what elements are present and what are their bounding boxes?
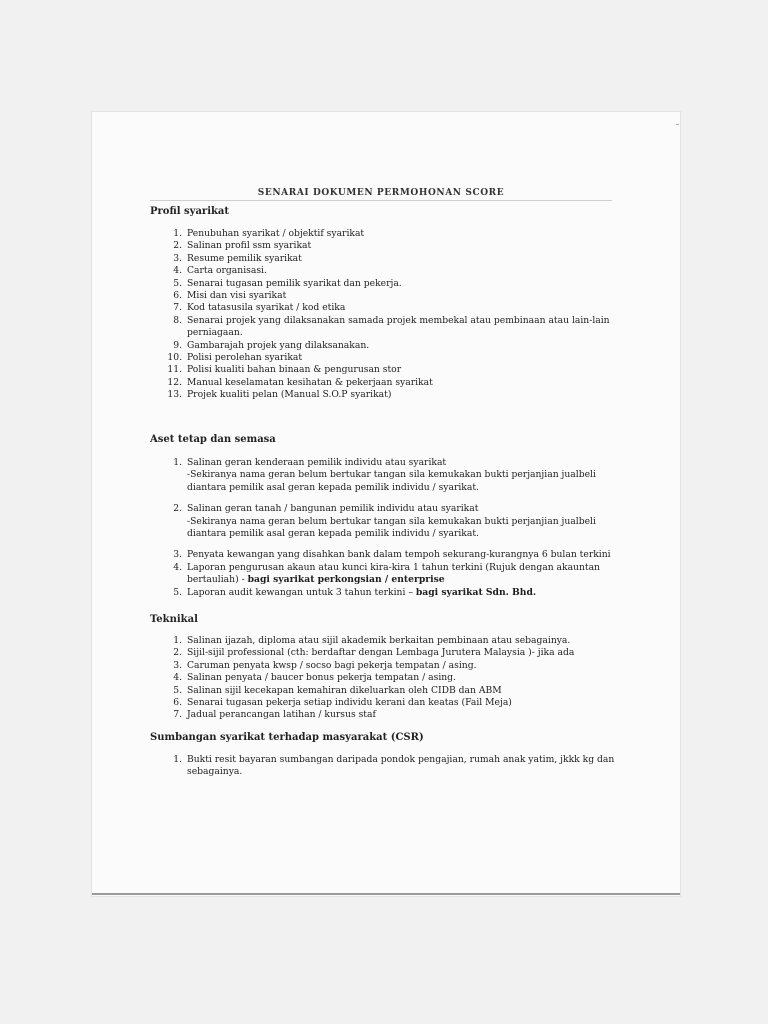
list-item-number: 1. [173,635,182,646]
list-item [150,672,620,684]
list-item-number: 5. [173,684,182,696]
list-item-text-regular: Salinan profil ssm syarikat [187,240,312,252]
list-item-number: 5. [173,586,182,598]
list-item-text-regular: Penubuhan syarikat / objektif syarikat [187,228,365,239]
list-item [150,364,620,376]
list-item-text [187,278,620,290]
list-item-number: 4. [173,672,182,684]
list-item-number: 6. [173,290,182,302]
list-item-number: 1. [173,457,182,468]
list-item-text [187,647,620,659]
list-item [150,549,620,561]
list-item-text-regular: Resume pemilik syarikat [187,252,302,264]
list-item-number: 4. [173,561,182,573]
list-spacer [150,540,620,549]
list-item-text-regular: Salinan ijazah, diploma atau sijil akademik berkaitan pembinaan atau sebagainya. [187,635,571,646]
paper-bottom-edge [92,893,680,895]
list-item [150,302,620,314]
list-item-text [187,685,620,697]
list-item-number: 12. [167,376,182,388]
list-item-text [187,364,620,376]
scan-mark [676,124,679,125]
list-item [150,660,620,672]
list-item-text [187,315,620,340]
section-heading-aset: Aset tetap dan semasa [150,434,276,445]
list-item-text-regular: Caruman penyata kwsp / socso bagi pekerja tempatan / asing. [187,659,477,671]
list-item-number: 3. [173,659,182,671]
list-item-number: 3. [173,549,182,561]
list-item-number: 1. [173,228,182,239]
list-item-number: 4. [173,265,182,277]
list-item-text [187,457,620,494]
list-item-text-regular: Polisi perolehan syarikat [187,352,303,364]
list-item-number: 2. [173,647,182,659]
list-item-text-regular: Laporan pengurusan akaun atau kunci kira-kira 1 tahun terkini (Rujuk dengan akauntan bertauliah) - [187,561,600,586]
list-item [150,315,620,340]
list-item-text-bold: bagi syarikat Sdn. Bhd. [415,586,537,598]
list-item-number: 2. [173,240,182,252]
list-item [150,697,620,709]
section-heading-profil: Profil syarikat [150,206,230,217]
list-item-number: 13. [167,389,182,401]
section-heading-csr: Sumbangan syarikat terhadap masyarakat (CSR) [150,732,424,743]
list-item-text-regular: Senarai tugasan pekerja setiap individu kerani dan keatas (Fail Meja) [187,697,512,709]
list-item [150,709,620,721]
list-item-text-regular: Misi dan visi syarikat [187,290,287,302]
list-item [150,340,620,352]
list-item-text-regular: Carta organisasi. [187,265,267,277]
document-title: SENARAI DOKUMEN PERMOHONAN SCORE [257,188,505,198]
list-item-number: 5. [173,277,182,289]
list-item-text [187,290,620,302]
list-item [150,240,620,252]
list-item [150,685,620,697]
list-item [150,754,620,779]
list-item-text [187,253,620,265]
list-item-number: 11. [167,364,182,376]
list-item-text [187,754,620,779]
list-item [150,352,620,364]
section-heading-teknikal: Teknikal [150,614,198,625]
list-item-text [187,660,620,672]
list-csr [150,754,620,779]
list-item-text-regular: Salinan geran tanah / bangunan pemilik individu atau syarikat -Sekiranya nama geran belum bertukar tangan sila kemukakan bukti perjanjian jualbeli diantara pemilik asal geran kepada pemilik individu / syarikat. [187,503,596,540]
list-item-number: 10. [167,352,182,364]
list-item-number: 6. [173,697,182,709]
list-item-text [187,352,620,364]
list-item-text-regular: Kod tatasusila syarikat / kod etika [187,302,346,314]
list-item-text-regular: Gambarajah projek yang dilaksanakan. [187,339,370,351]
list-item-text-regular: Bukti resit bayaran sumbangan daripada pondok pengajian, rumah anak yatim, jkkk kg dan sebagainya. [187,754,615,778]
list-item-text-regular: Salinan sijil kecekapan kemahiran dikeluarkan oleh CIDB dan ABM [187,684,502,696]
list-item-text-regular: Sijil-sijil professional (cth: berdaftar dengan Lembaga Jurutera Malaysia )- jika ada [187,647,575,659]
list-item [150,228,620,240]
list-item-number: 9. [173,339,182,351]
list-item-text [187,503,620,540]
list-item-number: 7. [173,709,182,721]
list-item-text-regular: Senarai tugasan pemilik syarikat dan pekerja. [187,277,402,289]
list-item-text [187,265,620,277]
list-item-number: 8. [173,314,182,326]
title-underline [150,200,612,201]
list-item [150,647,620,659]
list-item-text [187,377,620,389]
list-item [150,635,620,647]
list-item [150,278,620,290]
list-item-text [187,672,620,684]
list-item-text [187,228,620,240]
list-item [150,503,620,540]
list-item-text-bold: bagi syarikat perkongsian / enterprise [247,574,445,586]
list-item [150,265,620,277]
list-item [150,389,620,401]
list-item-text-regular: Laporan audit kewangan untuk 3 tahun terkini – [187,586,416,598]
list-spacer [150,494,620,503]
list-item-number: 1. [173,754,182,765]
list-item-text-regular: Salinan geran kenderaan pemilik individu atau syarikat -Sekiranya nama geran belum bertukar tangan sila kemukakan bukti perjanjian jualbeli diantara pemilik asal geran kepada pemilik individu / syarikat. [187,457,596,493]
list-item-text [187,635,620,647]
list-item-text-regular: Senarai projek yang dilaksanakan samada projek membekal atau pembinaan atau lain-lain perniagaan. [187,314,610,339]
list-item-text [187,340,620,352]
list-item-text [187,562,620,587]
list-item [150,377,620,389]
list-item-text [187,302,620,314]
list-item-text-regular: Manual keselamatan kesihatan & pekerjaan syarikat [187,376,433,388]
list-teknikal [150,635,620,722]
list-item-text [187,697,620,709]
list-item-text-regular: Penyata kewangan yang disahkan bank dalam tempoh sekurang-kurangnya 6 bulan terkini [187,549,611,561]
list-item-number: 3. [173,252,182,264]
list-item-text-regular: Projek kualiti pelan (Manual S.O.P syarikat) [187,389,392,401]
list-item [150,587,620,599]
list-item-number: 2. [173,503,182,515]
list-profil [150,228,620,402]
list-item-text-regular: Salinan penyata / baucer bonus pekerja tempatan / asing. [187,672,456,684]
list-aset [150,457,620,599]
list-item-text [187,389,620,401]
list-item-text [187,240,620,252]
list-item-text [187,587,620,599]
list-item [150,457,620,494]
list-item [150,253,620,265]
list-item [150,290,620,302]
list-item-text-regular: Polisi kualiti bahan binaan & pengurusan stor [187,364,402,376]
list-item-text-regular: Jadual perancangan latihan / kursus staf [187,709,376,721]
list-item-number: 7. [173,302,182,314]
list-item-text [187,549,620,561]
list-item-text [187,709,620,721]
list-item [150,562,620,587]
